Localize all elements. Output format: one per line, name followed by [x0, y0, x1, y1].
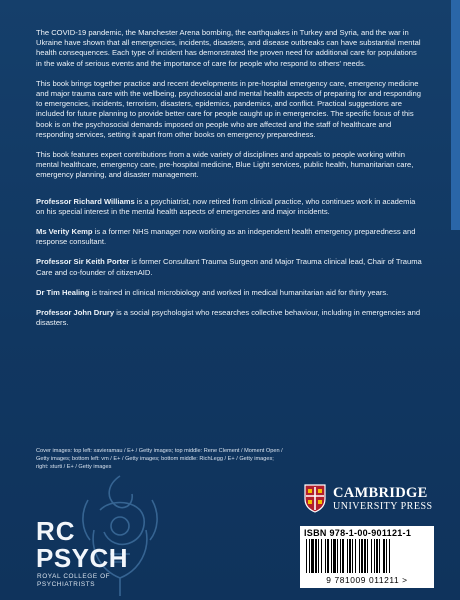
barcode-bar	[355, 539, 356, 573]
author-bio	[36, 227, 422, 247]
barcode-bar	[306, 539, 307, 573]
author-description: is a social psychologist who researches collective behaviour, including in emergencies and disasters.	[36, 308, 421, 328]
author-bio	[36, 257, 422, 277]
barcode-bar	[364, 539, 366, 573]
barcode-bar	[347, 539, 348, 573]
isbn-label: ISBN 978-1-00-901121-1	[304, 528, 412, 538]
barcode-bar	[321, 539, 322, 573]
rcpsych-logo-line1: RC	[36, 516, 76, 546]
cambridge-logo	[303, 481, 433, 517]
barcode-bar	[371, 539, 372, 573]
author-description: is a former NHS manager now working as an independent health emergency preparedness and response consultant.	[36, 227, 416, 247]
author-description: is trained in clinical microbiology and worked in medical humanitarian aid for thirty years.	[89, 287, 389, 297]
barcode-bar	[386, 539, 387, 573]
rcpsych-subtitle: ROYAL COLLEGE OF	[37, 573, 111, 580]
cover-image-credits: Cover images: top left: xavieramau / E+ / Getty images; top middle: Rene Clement / Moment Open / Getty images; bottom left: vm / E+ / Getty images; bottom middle: RichLegg / E+ / Getty images; right: sturti / E+ / Getty images	[36, 448, 283, 470]
cambridge-shield-icon	[303, 483, 327, 513]
barcode-bar	[342, 539, 344, 573]
rcpsych-logo-line2: PSYCH	[36, 543, 129, 573]
barcode-bar	[318, 539, 319, 573]
barcode-bar	[361, 539, 363, 573]
barcode-bar	[379, 539, 380, 573]
blurb-paragraph: The COVID-19 pandemic, the Manchester Arena bombing, the earthquakes in Turkey and Syria, and the war in Ukraine have shown that all emergencies, incidents, disasters, and disease outbreaks can have substantial mental health consequences. Each type of incident has demonstrated the proven need for additional care for populations in the wake of serious events and the importance of care for people who respond to others' needs.	[36, 28, 421, 68]
publisher-name: CAMBRIDGE	[333, 485, 428, 501]
side-accent-bar	[451, 0, 460, 230]
barcode-bar	[333, 539, 336, 573]
author-name: Professor Sir Keith Porter	[36, 257, 130, 267]
barcode-bar	[374, 539, 375, 573]
author-bio	[36, 308, 422, 328]
author-description: is a psychiatrist, now retired from clinical practice, who continues work in academia on his special interest in the mental health aspects of emergencies and major incidents.	[36, 196, 416, 216]
author-name: Professor Richard Williams	[36, 196, 135, 206]
barcode-bar	[331, 539, 332, 573]
barcode-bar	[376, 539, 378, 573]
barcode-bar	[359, 539, 360, 573]
blurb-paragraph: This book brings together practice and recent developments in pre-hospital emergency care, emergency medicine and major trauma care with the wellbeing, psychosocial and mental health aspects of preparing for and responding to emergencies, incidents, terrorism, disasters, epidemics, pandemics, and conflict. Practical suggestions are included for future planning to provide better care for people caught up in emergencies. The specific focus of this book is on the psychosocial demands imposed on people who are affected and the staff of healthcare and responding services, setting it apart from other books on emergency preparedness.	[36, 78, 421, 139]
barcode-bar	[309, 539, 310, 573]
barcode-bars-icon	[306, 539, 428, 573]
barcode-bar	[383, 539, 385, 573]
barcode-bar	[340, 539, 341, 573]
author-bio	[36, 288, 422, 298]
rcpsych-subtitle: PSYCHIATRISTS	[37, 581, 96, 588]
barcode-bar	[352, 539, 353, 573]
author-name: Dr Tim Healing	[36, 287, 90, 297]
author-bio	[36, 197, 422, 217]
author-description: is former Consultant Trauma Surgeon and Major Trauma clinical lead, Chair of Trauma Care and co-founder of citizenAID.	[36, 257, 422, 277]
publisher-subname: UNIVERSITY PRESS	[333, 501, 433, 512]
barcode-bar	[311, 539, 314, 573]
barcode-bar	[389, 539, 390, 573]
author-name: Professor John Drury	[36, 308, 115, 318]
author-name: Ms Verity Kemp	[36, 227, 93, 237]
barcode	[300, 526, 434, 588]
barcode-bar	[327, 539, 329, 573]
barcode-bar	[367, 539, 368, 573]
blurb-paragraph: This book features expert contributions from a wide variety of disciplines and appeals to people working within mental healthcare, emergency care, pre-hospital medicine, Blue Light services, public health, humanitarian care, emergency planning, and disaster management.	[36, 150, 414, 180]
barcode-bar	[349, 539, 351, 573]
barcode-bar	[315, 539, 317, 573]
barcode-bar	[325, 539, 326, 573]
barcode-bar	[337, 539, 338, 573]
barcode-digits: 9 781009 011211 >	[326, 575, 408, 585]
blurb-text	[36, 28, 422, 338]
